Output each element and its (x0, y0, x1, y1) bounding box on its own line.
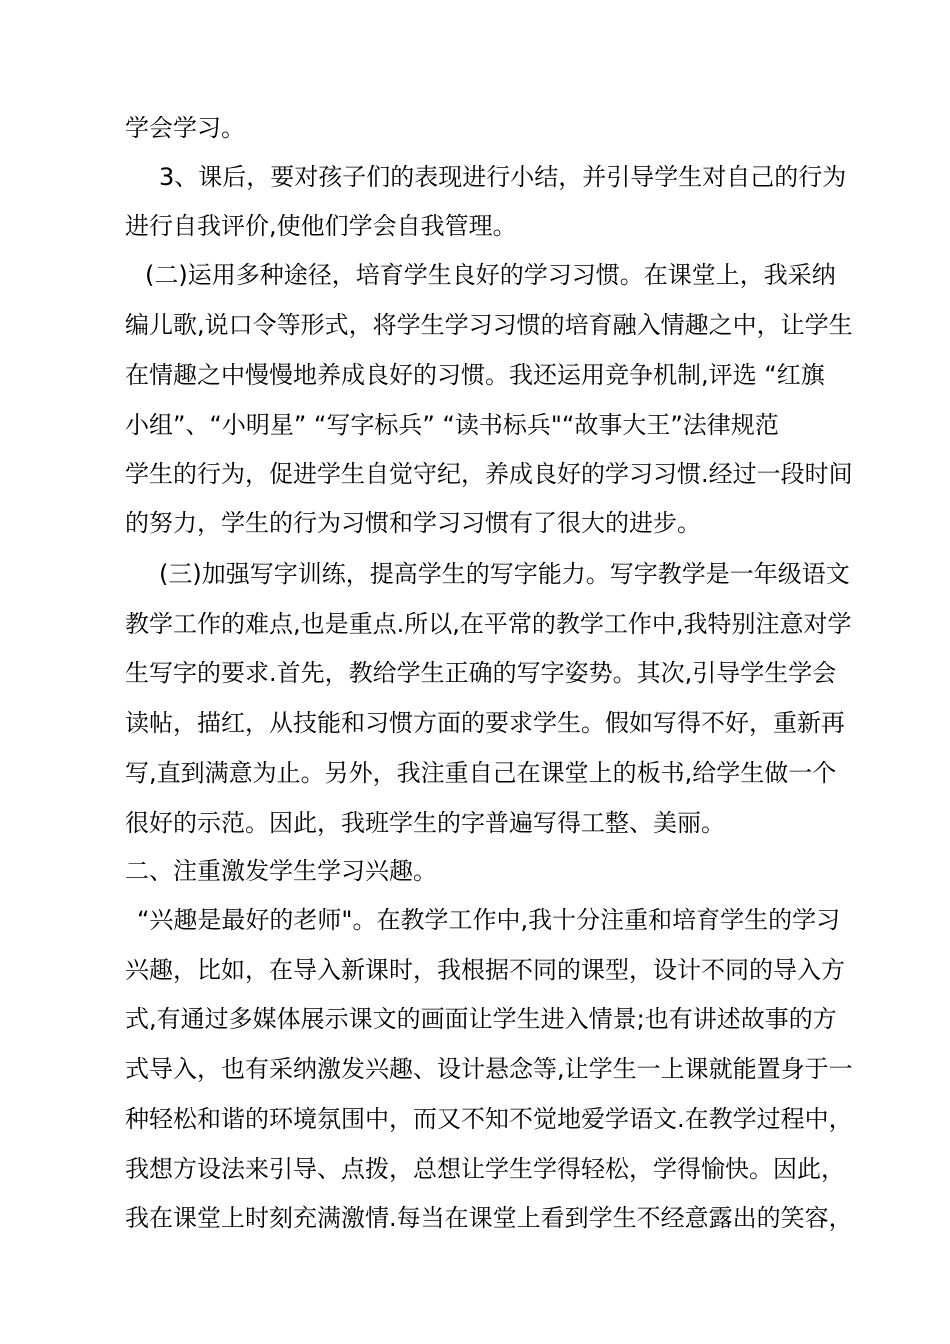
text-line: 写,直到满意为止。另外，我注重自己在课堂上的板书,给学生做一个 (125, 759, 837, 787)
text-line: 教学工作的难点,也是重点.所以,在平常的教学工作中,我特别注意对学 (125, 610, 852, 638)
text-line: 学会学习。 (125, 114, 245, 142)
text-line: 3、课后，要对孩子们的表现进行小结，并引导学生对自己的行为 (159, 163, 847, 191)
text-line: 种轻松和谐的环境氛围中，而又不知不觉地爱学语文.在教学过程中， (125, 1105, 853, 1133)
text-line: 进行自我评价,使他们学会自我管理。 (125, 212, 517, 240)
text-line: 兴趣，比如，在导入新课时，我根据不同的课型，设计不同的导入方 (125, 956, 845, 984)
text-line: (二)运用多种途径，培育学生良好的学习习惯。在课堂上，我采纳 (145, 261, 836, 289)
text-line: 小组”、“小明星” “写字标兵” “读书标兵"“故事大王”法律规范 (125, 411, 779, 439)
text-line: 编儿歌,说口令等形式，将学生学习习惯的培育融入情趣之中，让学生 (125, 311, 853, 339)
text-line: 我想方设法来引导、点拨，总想让学生学得轻松，学得愉快。因此， (125, 1155, 845, 1183)
text-line: 我在课堂上时刻充满激情.每当在课堂上看到学生不经意露出的笑容， (125, 1204, 853, 1232)
section-heading: 二、注重激发学生学习兴趣。 (125, 857, 437, 885)
text-line: 学生的行为，促进学生自觉守纪，养成良好的学习习惯.经过一段时间 (125, 460, 853, 488)
text-line: “兴趣是最好的老师"。在教学工作中,我十分注重和培育学生的学习 (137, 906, 841, 934)
text-line: 式导入，也有采纳激发兴趣、设计悬念等,让学生一上课就能置身于一 (125, 1055, 853, 1083)
text-line: 式,有通过多媒体展示课文的画面让学生进入情景;也有讲述故事的方 (125, 1005, 837, 1033)
text-line: (三)加强写字训练，提高学生的写字能力。写字教学是一年级语文 (159, 560, 850, 588)
text-line: 生写字的要求.首先，教给学生正确的写字姿势。其次,引导学生学会 (125, 659, 837, 687)
text-line: 在情趣之中慢慢地养成良好的习惯。我还运用竞争机制,评选 “红旗 (125, 361, 825, 389)
text-line: 读帖，描红，从技能和习惯方面的要求学生。假如写得不好，重新再 (125, 709, 845, 737)
text-line: 很好的示范。因此，我班学生的字普遍写得工整、美丽。 (125, 809, 725, 837)
text-line: 的努力，学生的行为习惯和学习习惯有了很大的进步。 (125, 509, 701, 537)
